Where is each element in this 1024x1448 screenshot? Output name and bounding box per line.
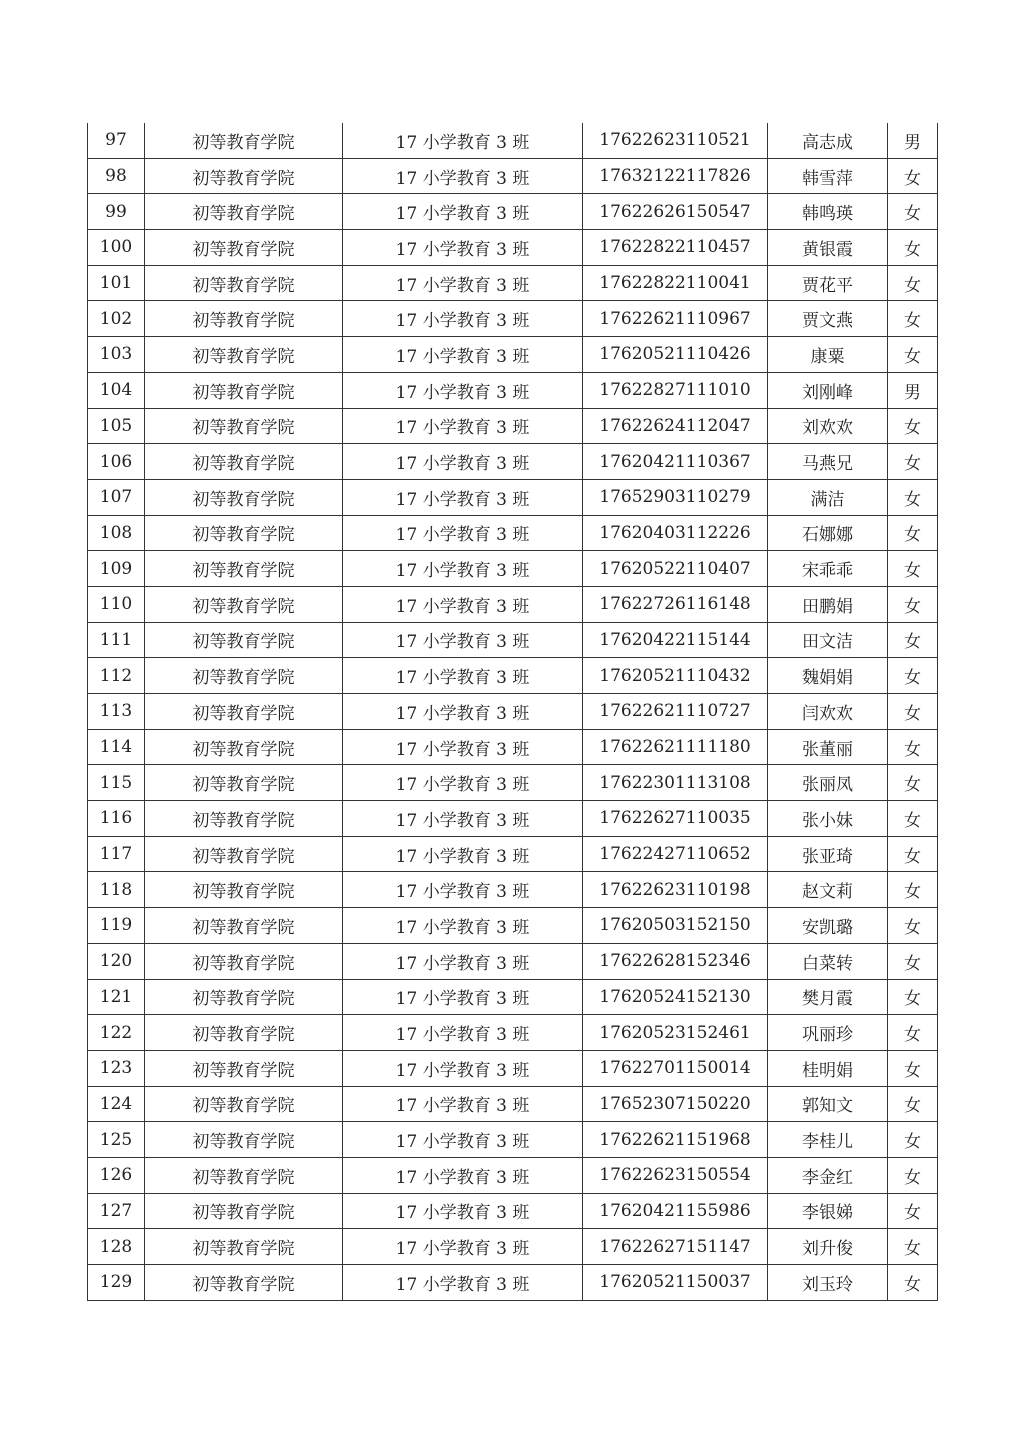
class-cell: 17 小学教育 3 班 <box>343 979 583 1015</box>
table-row <box>88 1157 938 1193</box>
row-number-cell: 110 <box>88 586 145 622</box>
table-row <box>88 1122 938 1158</box>
class-cell: 17 小学教育 3 班 <box>343 158 583 194</box>
student-id-cell: 17620523152461 <box>583 1015 768 1051</box>
class-cell: 17 小学教育 3 班 <box>343 408 583 444</box>
college-cell: 初等教育学院 <box>145 729 343 765</box>
table-row <box>88 158 938 194</box>
student-name-cell: 高志成 <box>768 123 888 158</box>
row-number-cell: 129 <box>88 1265 145 1301</box>
college-cell: 初等教育学院 <box>145 1193 343 1229</box>
table-row <box>88 123 938 158</box>
student-name-cell: 贾文燕 <box>768 301 888 337</box>
college-cell: 初等教育学院 <box>145 836 343 872</box>
row-number-cell: 107 <box>88 479 145 515</box>
class-cell: 17 小学教育 3 班 <box>343 301 583 337</box>
table-row <box>88 515 938 551</box>
row-number-cell: 104 <box>88 372 145 408</box>
class-cell: 17 小学教育 3 班 <box>343 1086 583 1122</box>
class-cell: 17 小学教育 3 班 <box>343 1157 583 1193</box>
row-number-cell: 102 <box>88 301 145 337</box>
college-cell: 初等教育学院 <box>145 1050 343 1086</box>
table-row <box>88 444 938 480</box>
row-number-cell: 113 <box>88 694 145 730</box>
college-cell: 初等教育学院 <box>145 444 343 480</box>
student-name-cell: 白菜转 <box>768 943 888 979</box>
student-id-cell: 17622701150014 <box>583 1050 768 1086</box>
gender-cell: 女 <box>888 1265 938 1301</box>
college-cell: 初等教育学院 <box>145 979 343 1015</box>
class-cell: 17 小学教育 3 班 <box>343 586 583 622</box>
college-cell: 初等教育学院 <box>145 908 343 944</box>
gender-cell: 女 <box>888 194 938 230</box>
college-cell: 初等教育学院 <box>145 551 343 587</box>
student-name-cell: 樊月霞 <box>768 979 888 1015</box>
class-cell: 17 小学教育 3 班 <box>343 729 583 765</box>
gender-cell: 女 <box>888 515 938 551</box>
class-cell: 17 小学教育 3 班 <box>343 836 583 872</box>
college-cell: 初等教育学院 <box>145 1229 343 1265</box>
class-cell: 17 小学教育 3 班 <box>343 230 583 266</box>
college-cell: 初等教育学院 <box>145 408 343 444</box>
row-number-cell: 98 <box>88 158 145 194</box>
class-cell: 17 小学教育 3 班 <box>343 123 583 158</box>
student-id-cell: 17632122117826 <box>583 158 768 194</box>
college-cell: 初等教育学院 <box>145 265 343 301</box>
row-number-cell: 100 <box>88 230 145 266</box>
gender-cell: 女 <box>888 1015 938 1051</box>
college-cell: 初等教育学院 <box>145 337 343 373</box>
row-number-cell: 111 <box>88 622 145 658</box>
student-name-cell: 田鹏娟 <box>768 586 888 622</box>
table-row <box>88 1015 938 1051</box>
class-cell: 17 小学教育 3 班 <box>343 1015 583 1051</box>
student-name-cell: 刘玉玲 <box>768 1265 888 1301</box>
student-name-cell: 郭知文 <box>768 1086 888 1122</box>
gender-cell: 女 <box>888 551 938 587</box>
student-name-cell: 康粟 <box>768 337 888 373</box>
row-number-cell: 117 <box>88 836 145 872</box>
row-number-cell: 114 <box>88 729 145 765</box>
class-cell: 17 小学教育 3 班 <box>343 1050 583 1086</box>
student-name-cell: 张小妹 <box>768 801 888 837</box>
row-number-cell: 105 <box>88 408 145 444</box>
student-id-cell: 17620403112226 <box>583 515 768 551</box>
class-cell: 17 小学教育 3 班 <box>343 1193 583 1229</box>
student-name-cell: 巩丽珍 <box>768 1015 888 1051</box>
gender-cell: 女 <box>888 265 938 301</box>
row-number-cell: 115 <box>88 765 145 801</box>
student-id-cell: 17622627110035 <box>583 801 768 837</box>
table-row <box>88 836 938 872</box>
student-id-cell: 17622726116148 <box>583 586 768 622</box>
row-number-cell: 108 <box>88 515 145 551</box>
table-row <box>88 622 938 658</box>
student-name-cell: 石娜娜 <box>768 515 888 551</box>
student-name-cell: 李银娣 <box>768 1193 888 1229</box>
student-name-cell: 韩鸣瑛 <box>768 194 888 230</box>
gender-cell: 女 <box>888 694 938 730</box>
student-id-cell: 17622624112047 <box>583 408 768 444</box>
table-row <box>88 265 938 301</box>
student-id-cell: 17622822110457 <box>583 230 768 266</box>
class-cell: 17 小学教育 3 班 <box>343 515 583 551</box>
class-cell: 17 小学教育 3 班 <box>343 1122 583 1158</box>
gender-cell: 女 <box>888 943 938 979</box>
college-cell: 初等教育学院 <box>145 872 343 908</box>
class-cell: 17 小学教育 3 班 <box>343 551 583 587</box>
table-row <box>88 908 938 944</box>
gender-cell: 女 <box>888 1229 938 1265</box>
student-name-cell: 贾花平 <box>768 265 888 301</box>
student-id-cell: 17652903110279 <box>583 479 768 515</box>
row-number-cell: 97 <box>88 123 145 158</box>
college-cell: 初等教育学院 <box>145 658 343 694</box>
table-row <box>88 801 938 837</box>
table-row <box>88 694 938 730</box>
gender-cell: 女 <box>888 444 938 480</box>
row-number-cell: 119 <box>88 908 145 944</box>
class-cell: 17 小学教育 3 班 <box>343 444 583 480</box>
class-cell: 17 小学教育 3 班 <box>343 1265 583 1301</box>
table-row <box>88 230 938 266</box>
student-id-cell: 17622621111180 <box>583 729 768 765</box>
student-name-cell: 赵文莉 <box>768 872 888 908</box>
row-number-cell: 125 <box>88 1122 145 1158</box>
table-row <box>88 729 938 765</box>
class-cell: 17 小学教育 3 班 <box>343 479 583 515</box>
class-cell: 17 小学教育 3 班 <box>343 1229 583 1265</box>
table-row <box>88 479 938 515</box>
student-id-cell: 17652307150220 <box>583 1086 768 1122</box>
table-row <box>88 1193 938 1229</box>
row-number-cell: 106 <box>88 444 145 480</box>
student-name-cell: 刘欢欢 <box>768 408 888 444</box>
student-name-cell: 田文洁 <box>768 622 888 658</box>
college-cell: 初等教育学院 <box>145 1015 343 1051</box>
college-cell: 初等教育学院 <box>145 479 343 515</box>
college-cell: 初等教育学院 <box>145 801 343 837</box>
table-row <box>88 658 938 694</box>
student-id-cell: 17622626150547 <box>583 194 768 230</box>
gender-cell: 男 <box>888 372 938 408</box>
row-number-cell: 118 <box>88 872 145 908</box>
table-row <box>88 372 938 408</box>
student-name-cell: 魏娟娟 <box>768 658 888 694</box>
student-id-cell: 17620503152150 <box>583 908 768 944</box>
row-number-cell: 116 <box>88 801 145 837</box>
table-row <box>88 194 938 230</box>
class-cell: 17 小学教育 3 班 <box>343 694 583 730</box>
gender-cell: 女 <box>888 158 938 194</box>
table-row <box>88 586 938 622</box>
table-row <box>88 301 938 337</box>
table-row <box>88 979 938 1015</box>
gender-cell: 男 <box>888 123 938 158</box>
student-id-cell: 17622301113108 <box>583 765 768 801</box>
table-row <box>88 337 938 373</box>
student-id-cell: 17622427110652 <box>583 836 768 872</box>
table-row <box>88 765 938 801</box>
row-number-cell: 126 <box>88 1157 145 1193</box>
table-row <box>88 943 938 979</box>
student-name-cell: 张董丽 <box>768 729 888 765</box>
student-name-cell: 桂明娟 <box>768 1050 888 1086</box>
student-id-cell: 17622623150554 <box>583 1157 768 1193</box>
student-name-cell: 黄银霞 <box>768 230 888 266</box>
table-row <box>88 1050 938 1086</box>
table-row <box>88 1086 938 1122</box>
college-cell: 初等教育学院 <box>145 765 343 801</box>
student-name-cell: 安凯璐 <box>768 908 888 944</box>
roster-body <box>88 123 938 1300</box>
gender-cell: 女 <box>888 658 938 694</box>
row-number-cell: 101 <box>88 265 145 301</box>
college-cell: 初等教育学院 <box>145 372 343 408</box>
college-cell: 初等教育学院 <box>145 194 343 230</box>
student-name-cell: 刘升俊 <box>768 1229 888 1265</box>
class-cell: 17 小学教育 3 班 <box>343 765 583 801</box>
college-cell: 初等教育学院 <box>145 622 343 658</box>
gender-cell: 女 <box>888 729 938 765</box>
college-cell: 初等教育学院 <box>145 1086 343 1122</box>
table-row <box>88 408 938 444</box>
student-name-cell: 韩雪萍 <box>768 158 888 194</box>
student-id-cell: 17622822110041 <box>583 265 768 301</box>
gender-cell: 女 <box>888 979 938 1015</box>
gender-cell: 女 <box>888 1050 938 1086</box>
student-name-cell: 马燕兄 <box>768 444 888 480</box>
gender-cell: 女 <box>888 301 938 337</box>
table-row <box>88 1265 938 1301</box>
student-id-cell: 17622623110198 <box>583 872 768 908</box>
student-id-cell: 17620521150037 <box>583 1265 768 1301</box>
college-cell: 初等教育学院 <box>145 694 343 730</box>
gender-cell: 女 <box>888 1086 938 1122</box>
row-number-cell: 127 <box>88 1193 145 1229</box>
student-id-cell: 17622627151147 <box>583 1229 768 1265</box>
row-number-cell: 128 <box>88 1229 145 1265</box>
student-id-cell: 17620421110367 <box>583 444 768 480</box>
gender-cell: 女 <box>888 479 938 515</box>
row-number-cell: 103 <box>88 337 145 373</box>
student-id-cell: 17622827111010 <box>583 372 768 408</box>
row-number-cell: 122 <box>88 1015 145 1051</box>
student-name-cell: 刘刚峰 <box>768 372 888 408</box>
college-cell: 初等教育学院 <box>145 943 343 979</box>
student-name-cell: 宋乖乖 <box>768 551 888 587</box>
class-cell: 17 小学教育 3 班 <box>343 943 583 979</box>
student-name-cell: 闫欢欢 <box>768 694 888 730</box>
student-id-cell: 17620422115144 <box>583 622 768 658</box>
college-cell: 初等教育学院 <box>145 123 343 158</box>
row-number-cell: 112 <box>88 658 145 694</box>
class-cell: 17 小学教育 3 班 <box>343 337 583 373</box>
class-cell: 17 小学教育 3 班 <box>343 801 583 837</box>
student-name-cell: 张丽凤 <box>768 765 888 801</box>
class-cell: 17 小学教育 3 班 <box>343 622 583 658</box>
student-id-cell: 17620522110407 <box>583 551 768 587</box>
student-name-cell: 李桂儿 <box>768 1122 888 1158</box>
gender-cell: 女 <box>888 801 938 837</box>
row-number-cell: 124 <box>88 1086 145 1122</box>
student-id-cell: 17620524152130 <box>583 979 768 1015</box>
table-row <box>88 872 938 908</box>
class-cell: 17 小学教育 3 班 <box>343 194 583 230</box>
student-id-cell: 17622621110967 <box>583 301 768 337</box>
student-roster-table <box>87 123 938 1301</box>
student-id-cell: 17622623110521 <box>583 123 768 158</box>
table-row <box>88 1229 938 1265</box>
student-id-cell: 17620421155986 <box>583 1193 768 1229</box>
row-number-cell: 99 <box>88 194 145 230</box>
gender-cell: 女 <box>888 337 938 373</box>
college-cell: 初等教育学院 <box>145 1157 343 1193</box>
gender-cell: 女 <box>888 622 938 658</box>
student-id-cell: 17620521110432 <box>583 658 768 694</box>
college-cell: 初等教育学院 <box>145 586 343 622</box>
gender-cell: 女 <box>888 1193 938 1229</box>
gender-cell: 女 <box>888 872 938 908</box>
student-id-cell: 17622628152346 <box>583 943 768 979</box>
gender-cell: 女 <box>888 765 938 801</box>
row-number-cell: 109 <box>88 551 145 587</box>
class-cell: 17 小学教育 3 班 <box>343 265 583 301</box>
student-name-cell: 满洁 <box>768 479 888 515</box>
gender-cell: 女 <box>888 1122 938 1158</box>
college-cell: 初等教育学院 <box>145 515 343 551</box>
college-cell: 初等教育学院 <box>145 301 343 337</box>
gender-cell: 女 <box>888 836 938 872</box>
college-cell: 初等教育学院 <box>145 1265 343 1301</box>
table-row <box>88 551 938 587</box>
college-cell: 初等教育学院 <box>145 1122 343 1158</box>
class-cell: 17 小学教育 3 班 <box>343 872 583 908</box>
class-cell: 17 小学教育 3 班 <box>343 372 583 408</box>
gender-cell: 女 <box>888 586 938 622</box>
student-name-cell: 李金红 <box>768 1157 888 1193</box>
student-name-cell: 张亚琦 <box>768 836 888 872</box>
gender-cell: 女 <box>888 908 938 944</box>
student-id-cell: 17622621151968 <box>583 1122 768 1158</box>
gender-cell: 女 <box>888 408 938 444</box>
class-cell: 17 小学教育 3 班 <box>343 658 583 694</box>
college-cell: 初等教育学院 <box>145 230 343 266</box>
student-id-cell: 17622621110727 <box>583 694 768 730</box>
row-number-cell: 120 <box>88 943 145 979</box>
class-cell: 17 小学教育 3 班 <box>343 908 583 944</box>
college-cell: 初等教育学院 <box>145 158 343 194</box>
row-number-cell: 123 <box>88 1050 145 1086</box>
row-number-cell: 121 <box>88 979 145 1015</box>
gender-cell: 女 <box>888 230 938 266</box>
gender-cell: 女 <box>888 1157 938 1193</box>
student-id-cell: 17620521110426 <box>583 337 768 373</box>
